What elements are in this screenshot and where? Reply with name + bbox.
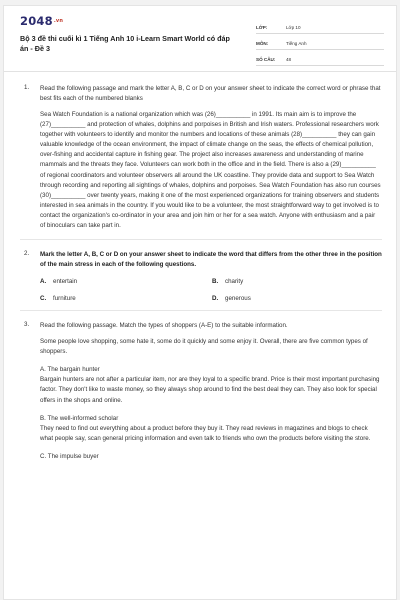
option-d[interactable]	[212, 295, 384, 302]
question-instruction: Read the following passage. Match the types of shoppers (A-E) to the suitable information.	[40, 322, 288, 330]
question-number: 1.	[24, 84, 30, 91]
header-divider	[4, 71, 396, 72]
option-text: entertain	[53, 278, 78, 286]
question-divider	[20, 310, 382, 311]
question-instruction: Read the following passage and mark the letter A, B, C or D on your answer sheet to indicate the correct word or phrase that best fits each of the numbered blanks	[40, 85, 381, 102]
question-number: 2.	[24, 250, 30, 258]
question-3	[20, 321, 382, 462]
option-text: charity	[225, 278, 244, 286]
shopper-type-heading: B. The well-informed scholar	[40, 414, 119, 422]
question-instruction: Mark the letter A, B, C or D on your answer sheet to indicate the word that differs from the other three in the position of the main stress in each of the following questions.	[40, 251, 382, 269]
info-value: Tiếng Anh	[286, 41, 307, 46]
option-a[interactable]	[40, 278, 212, 285]
passage-intro: Some people love shopping, some hate it, some do it quickly and some enjoy it. Overall, there are five common types of shoppers.	[40, 338, 368, 356]
info-value: 48	[286, 57, 292, 62]
reading-passage: Sea Watch Foundation is a national organization which was (26)__________ in 1991. Its main aim is to improve the (27)__________ and protection of whales, dolphins and porpoises in British and Irish waters. Professional researchers work together with volunteers to identify and monitor the numbers and locations of these animals (28)__________ they can gain valuable knowledge of the ocean environment, the impact of climate change on the seas, the effects of chemical pollution, over-fishing and accidental capture in fishing gear. The project also increases awareness and understanding of marine mammals and the threats they face. Volunteers can work both in the office and in the field. There is also a (29)__________ of regional coordinators and volunteer observers all around the UK coastline. They provide data and support to Sea Watch through recording and reporting all sightings of whales, dolphins and porpoises. Sea Watch Foundation has also run courses (30)__________ over twenty years, making it one of the most experienced organizations for training observers and students interested in sea animals in the country. If you would like to be a volunteer, the most straightforward way to get involved is to contact the organization's co-ordinator in your area and join him or her for a sea watch. Anyone with enthusiasm and a pair of binoculars can take part in.	[40, 111, 381, 230]
question-number: 3.	[24, 321, 30, 329]
option-letter: D.	[212, 295, 219, 303]
option-b[interactable]	[212, 278, 384, 285]
question-1	[20, 84, 382, 231]
option-c[interactable]	[40, 295, 212, 302]
logo-text: 2048	[20, 14, 53, 28]
document-title: Bộ 3 đề thi cuối kì 1 Tiếng Anh 10 i-Learn Smart World có đáp án - Đề 3	[20, 34, 230, 53]
shopper-type-heading: C. The impulse buyer	[40, 452, 99, 460]
document-page	[3, 5, 397, 600]
question-2	[20, 250, 382, 302]
info-row-question-count	[256, 50, 384, 66]
info-row-class	[256, 18, 384, 34]
logo-domain: .vn	[53, 18, 64, 24]
option-letter: B.	[212, 278, 219, 286]
question-divider	[20, 239, 382, 240]
option-text: generous	[225, 295, 251, 303]
info-value: Lớp 10	[286, 25, 301, 30]
info-row-subject	[256, 34, 384, 50]
info-label: SỐ CÂU:	[256, 57, 276, 62]
option-letter: C.	[40, 295, 47, 303]
option-letter: A.	[40, 278, 47, 286]
option-text: furniture	[53, 295, 76, 303]
shopper-type-heading: A. The bargain hunter	[40, 366, 100, 374]
info-label: MÔN:	[256, 41, 269, 46]
info-label: LỚP:	[256, 25, 268, 30]
page-header	[4, 6, 396, 72]
questions-content	[4, 72, 396, 462]
shopper-type-description: They need to find out everything about a product before they buy it. They read reviews in magazines and blogs to check what people say, scan general pricing information and even talk to friends who own the products before visiting the store.	[40, 424, 371, 442]
answer-options	[40, 278, 382, 302]
shopper-type-description: Bargain hunters are not after a particular item, nor are they loyal to a specific brand. Price is their most important purchasing factor. They don't like to waste money, so they always shop around to find the best deal they can. They also look for special offers in the shops and online.	[40, 376, 380, 404]
exam-info-table	[256, 18, 384, 66]
